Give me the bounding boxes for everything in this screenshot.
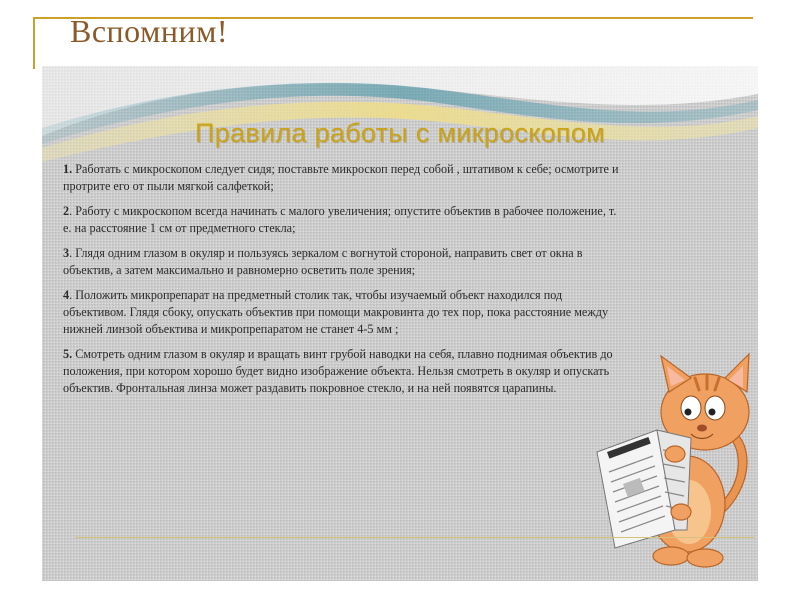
rule-number: 4 [63,288,70,302]
rule-text: . Глядя одним глазом в окуляр и пользуясь зеркалом с вогнутой стороной, направить свет от окна в объектив, а затем максимально и равномерно осветить поле зрения; [63,246,583,277]
rule-text: Работать с микроскопом следует сидя; поставьте микроскоп перед собой , штативом к себе; осмотрите и протрите его от пыли мягкой салфеткой; [63,162,619,193]
slide-title: Вспомним! [70,13,228,49]
rule-number: 1. [63,162,73,176]
rule-text: . Положить микропрепарат на предметный столик так, чтобы изучаемый объект находился под объективом. Глядя сбоку, опускать объектив при помощи макровинта до тех пор, пока расстояние между нижней линзой объектива и микропрепаратом не станет 4-5 мм ; [63,288,609,336]
rule-item [63,287,623,338]
rules-list [63,161,623,405]
rule-item [63,245,623,279]
rule-item [63,161,623,195]
rules-image-panel [42,66,758,581]
rule-number: 5. [63,347,73,361]
rule-item [63,346,623,397]
rule-text: Смотреть одним глазом в окуляр и вращать винт грубой наводки на себя, плавно поднимая объектив до положения, при котором хорошо будет видно изображение объекта. Нельзя смотреть в окуляр и опускать объектив. Фронтальная линза может раздавить покровное стекло, и на ней появятся царапины. [63,347,613,395]
panel-heading: Правила работы с микроскопом [194,118,606,148]
rule-number: 2 [63,204,70,218]
rule-text: . Работу с микроскопом всегда начинать с малого увеличения; опустите объектив в рабочее положение, т. е. на расстояние 1 см от предметного стекла; [63,204,617,235]
rule-item [63,203,623,237]
left-accent-line [33,17,35,69]
cat-reading-newspaper-icon [587,334,758,581]
bottom-accent-line [75,537,755,538]
rule-number: 3 [63,246,70,260]
